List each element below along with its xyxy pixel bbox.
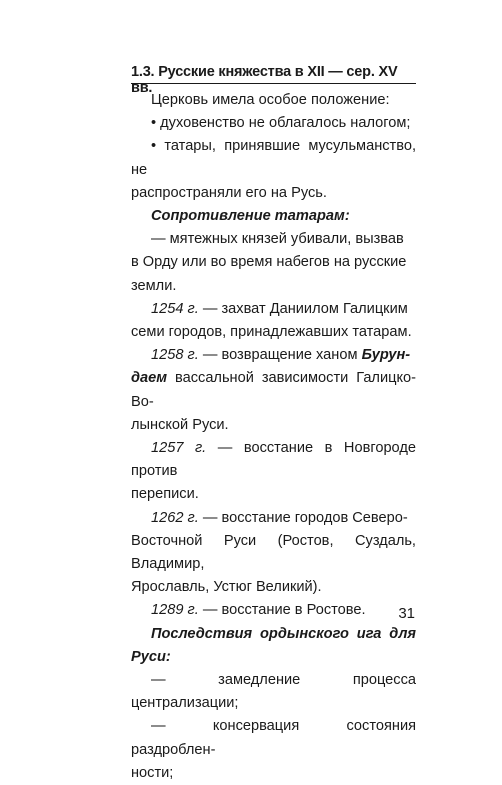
event-date: 1262 г. [151,509,199,526]
khan-name-part: даем [131,370,168,387]
text-line: • татары, принявшие мусульманство, не [131,138,416,178]
text-line: Церковь имела особое положение: [151,92,390,108]
text-fragment: — захват Даниилом Галицким [198,300,408,317]
text-line: распространяли его на Русь. [131,184,327,201]
event-1254 [131,298,416,344]
text-line: • духовенство не облагалось налогом; [151,115,411,132]
event-date: 1258 г. [151,347,199,364]
text-line: — замедление процесса централизации; [131,672,416,712]
heading-consequences: Последствия ордынского ига для Руси: [131,625,416,665]
event-1258 [131,344,416,437]
event-date: 1289 г. [151,602,199,619]
list-item [131,135,416,205]
text-line: лынской Руси. [131,416,229,433]
list-item [131,669,416,715]
event-date: 1257 г. [151,440,207,457]
text-line [151,231,404,247]
list-item [131,112,416,135]
khan-name-part: Бурун- [361,347,411,364]
heading-resistance: Сопротивление татарам: [151,208,350,225]
page-body [131,89,416,785]
text-line: — консервация состояния раздроблен- [131,718,416,758]
text-line: Ярославль, Устюг Великий). [131,579,322,596]
text-line: переписи. [131,486,199,503]
header-rule [131,83,416,84]
text-fragment: вассальной зависимости Галицко-Во- [131,370,416,410]
text-fragment: — возвращение ханом [198,347,362,364]
running-header: 1.3. Русские княжества в XII — сер. XV вв. [131,64,398,96]
list-item [131,715,416,785]
text-line: земли. [131,277,177,294]
text-fragment: — мятежных князей убивали, вызвав [151,231,404,248]
text-line: семи городов, принадлежавших татарам. [131,324,412,341]
section-heading [131,623,416,669]
text-line: Восточной Руси (Ростов, Суздаль, Владимир, [131,532,416,573]
event-date: 1254 г. [151,300,199,317]
text-fragment: — восстание городов Северо- [198,509,408,526]
text-fragment: — восстание в Новгороде против [131,440,416,480]
text-line: в Орду или во время набегов на русские [131,254,407,271]
paragraph-church [131,89,416,112]
section-heading [131,205,416,228]
text-fragment: — восстание в Ростове. [198,602,366,619]
page-number: 31 [398,605,415,622]
text-line: ности; [131,764,174,781]
paragraph-resistance [131,228,416,298]
event-1257 [131,437,416,507]
event-1262 [131,507,416,600]
